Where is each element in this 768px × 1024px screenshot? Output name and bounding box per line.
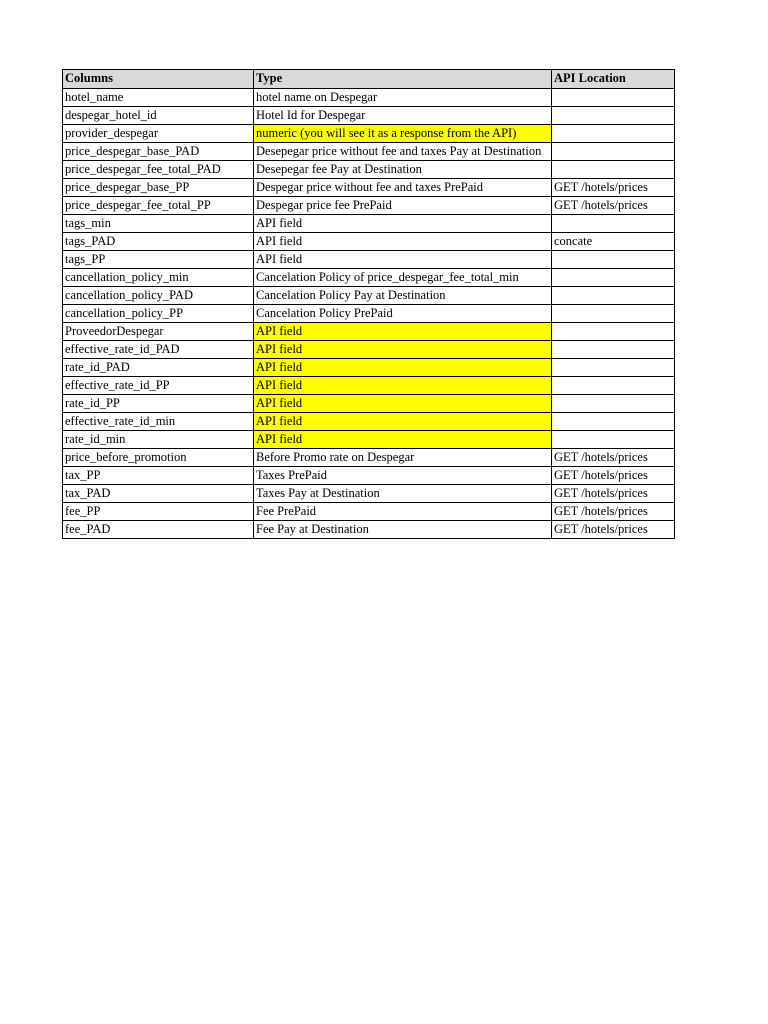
cell-column-name: rate_id_PP <box>63 395 254 413</box>
cell-column-name: price_despegar_fee_total_PAD <box>63 161 254 179</box>
cell-column-name: cancellation_policy_min <box>63 269 254 287</box>
table-row <box>63 341 675 359</box>
cell-column-name: price_despegar_fee_total_PP <box>63 197 254 215</box>
cell-type: API field <box>254 377 552 395</box>
cell-column-name: provider_despegar <box>63 125 254 143</box>
cell-column-name: hotel_name <box>63 89 254 107</box>
table-row <box>63 377 675 395</box>
cell-type: API field <box>254 359 552 377</box>
cell-type: Desepegar fee Pay at Destination <box>254 161 552 179</box>
table-row <box>63 305 675 323</box>
cell-column-name: effective_rate_id_PP <box>63 377 254 395</box>
cell-type: Despegar price fee PrePaid <box>254 197 552 215</box>
cell-type: API field <box>254 395 552 413</box>
cell-api-location <box>552 341 675 359</box>
cell-column-name: effective_rate_id_PAD <box>63 341 254 359</box>
cell-type: Before Promo rate on Despegar <box>254 449 552 467</box>
cell-column-name: tags_PAD <box>63 233 254 251</box>
api-fields-table <box>62 69 675 539</box>
cell-api-location <box>552 161 675 179</box>
cell-api-location: GET /hotels/prices <box>552 503 675 521</box>
cell-column-name: cancellation_policy_PP <box>63 305 254 323</box>
cell-type: API field <box>254 413 552 431</box>
header-columns: Columns <box>63 70 254 89</box>
cell-column-name: rate_id_min <box>63 431 254 449</box>
table-row <box>63 449 675 467</box>
cell-column-name: cancellation_policy_PAD <box>63 287 254 305</box>
header-api-location: API Location <box>552 70 675 89</box>
cell-type: API field <box>254 215 552 233</box>
cell-api-location <box>552 413 675 431</box>
cell-api-location <box>552 359 675 377</box>
cell-api-location <box>552 89 675 107</box>
cell-api-location <box>552 251 675 269</box>
cell-api-location <box>552 125 675 143</box>
cell-column-name: ProveedorDespegar <box>63 323 254 341</box>
table-row <box>63 359 675 377</box>
cell-api-location: GET /hotels/prices <box>552 521 675 539</box>
cell-column-name: price_before_promotion <box>63 449 254 467</box>
cell-type: Cancelation Policy Pay at Destination <box>254 287 552 305</box>
table-row <box>63 197 675 215</box>
cell-type: Fee Pay at Destination <box>254 521 552 539</box>
table-row <box>63 161 675 179</box>
cell-api-location <box>552 269 675 287</box>
cell-api-location <box>552 143 675 161</box>
cell-column-name: rate_id_PAD <box>63 359 254 377</box>
table-row <box>63 179 675 197</box>
cell-column-name: effective_rate_id_min <box>63 413 254 431</box>
cell-type: API field <box>254 431 552 449</box>
cell-type: Cancelation Policy of price_despegar_fee_total_min <box>254 269 552 287</box>
table-row <box>63 89 675 107</box>
table-row <box>63 143 675 161</box>
cell-column-name: tax_PAD <box>63 485 254 503</box>
cell-type: API field <box>254 323 552 341</box>
cell-type: numeric (you will see it as a response from the API) <box>254 125 552 143</box>
cell-column-name: tags_PP <box>63 251 254 269</box>
cell-column-name: price_despegar_base_PP <box>63 179 254 197</box>
header-type: Type <box>254 70 552 89</box>
cell-api-location: concate <box>552 233 675 251</box>
table-row <box>63 521 675 539</box>
cell-column-name: tax_PP <box>63 467 254 485</box>
cell-api-location <box>552 287 675 305</box>
cell-column-name: tags_min <box>63 215 254 233</box>
cell-type: Desepegar price without fee and taxes Pay at Destination <box>254 143 552 161</box>
cell-api-location <box>552 215 675 233</box>
table-row <box>63 287 675 305</box>
table-row <box>63 107 675 125</box>
cell-type: API field <box>254 233 552 251</box>
cell-type: Despegar price without fee and taxes PrePaid <box>254 179 552 197</box>
cell-type: Fee PrePaid <box>254 503 552 521</box>
table-row <box>63 467 675 485</box>
cell-type: Cancelation Policy PrePaid <box>254 305 552 323</box>
table-row <box>63 503 675 521</box>
cell-api-location <box>552 323 675 341</box>
cell-column-name: fee_PAD <box>63 521 254 539</box>
cell-type: API field <box>254 341 552 359</box>
cell-api-location <box>552 395 675 413</box>
table-row <box>63 125 675 143</box>
cell-type: hotel name on Despegar <box>254 89 552 107</box>
table-row <box>63 269 675 287</box>
cell-column-name: fee_PP <box>63 503 254 521</box>
table-row <box>63 251 675 269</box>
cell-type: Hotel Id for Despegar <box>254 107 552 125</box>
table-row <box>63 395 675 413</box>
cell-api-location: GET /hotels/prices <box>552 467 675 485</box>
table-row <box>63 485 675 503</box>
cell-type: Taxes PrePaid <box>254 467 552 485</box>
cell-type: Taxes Pay at Destination <box>254 485 552 503</box>
cell-api-location <box>552 431 675 449</box>
cell-api-location: GET /hotels/prices <box>552 449 675 467</box>
table-row <box>63 323 675 341</box>
header-row <box>63 70 675 89</box>
table-row <box>63 215 675 233</box>
table-row <box>63 413 675 431</box>
cell-api-location: GET /hotels/prices <box>552 485 675 503</box>
cell-api-location <box>552 377 675 395</box>
table-row <box>63 431 675 449</box>
cell-column-name: despegar_hotel_id <box>63 107 254 125</box>
cell-api-location <box>552 305 675 323</box>
table-row <box>63 233 675 251</box>
cell-api-location: GET /hotels/prices <box>552 179 675 197</box>
cell-type: API field <box>254 251 552 269</box>
cell-api-location <box>552 107 675 125</box>
cell-api-location: GET /hotels/prices <box>552 197 675 215</box>
cell-column-name: price_despegar_base_PAD <box>63 143 254 161</box>
